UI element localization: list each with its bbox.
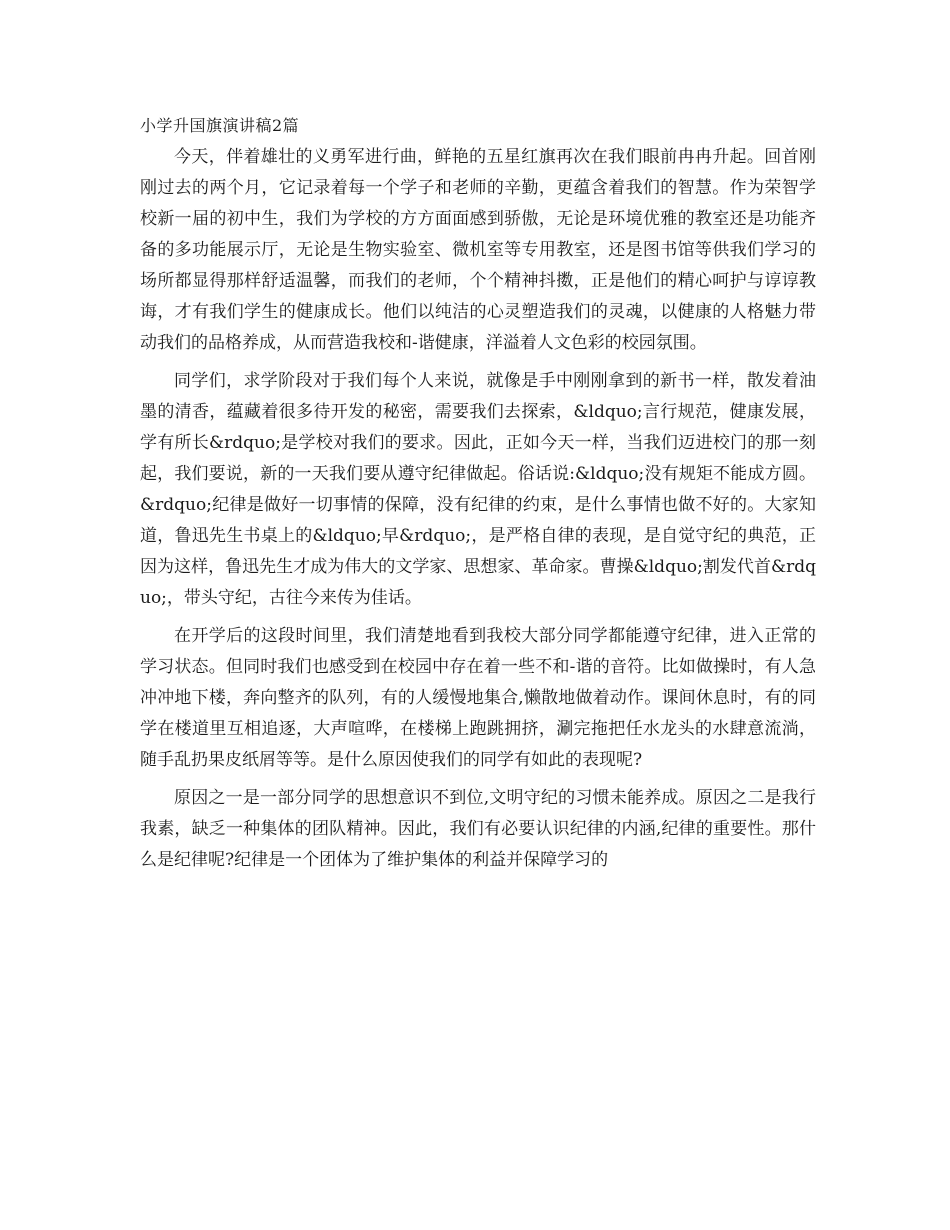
paragraph-4: 原因之一是一部分同学的思想意识不到位,文明守纪的习惯未能养成。原因之二是我行我素，缺乏一种集体的团队精神。因此，我们有必要认识纪律的内涵,纪律的重要性。那什么是纪律呢?纪律是一个团体为了维护集体的利益并保障学习的	[140, 788, 816, 870]
paragraph-2: 同学们，求学阶段对于我们每个人来说，就像是手中刚刚拿到的新书一样，散发着油墨的清香，蕴藏着很多待开发的秘密，需要我们去探索，&ldquo;言行规范，健康发展，学有所长&rdquo;是学校对我们的要求。因此，正如今天一样，当我们迈进校门的那一刻起，我们要说，新的一天我们要从遵守纪律做起。俗话说:&ldquo;没有规矩不能成方圆。&rdquo;纪律是做好一切事情的保障，没有纪律的约束，是什么事情也做不好的。大家知道，鲁迅先生书桌上的&ldquo;早&rdquo;，是严格自律的表现，是自觉守纪的典范，正因为这样，鲁迅先生才成为伟大的文学家、思想家、革命家。曹操&ldquo;割发代首&rdquo;，带头守纪，古往今来传为佳话。	[140, 371, 816, 608]
paragraph-1: 今天，伴着雄壮的义勇军进行曲，鲜艳的五星红旗再次在我们眼前冉冉升起。回首刚刚过去的两个月，它记录着每一个学子和老师的辛勤，更蕴含着我们的智慧。作为荣智学校新一届的初中生，我们为学校的方方面面感到骄傲，无论是环境优雅的教室还是功能齐备的多功能展示厅，无论是生物实验室、微机室等专用教室，还是图书馆等供我们学习的场所都显得那样舒适温馨，而我们的老师，个个精神抖擞，正是他们的精心呵护与谆谆教诲，才有我们学生的健康成长。他们以纯洁的心灵塑造我们的灵魂，以健康的人格魅力带动我们的品格养成，从而营造我校和-谐健康，洋溢着人文色彩的校园氛围。	[140, 147, 816, 353]
paragraph-3: 在开学后的这段时间里，我们清楚地看到我校大部分同学都能遵守纪律，进入正常的学习状态。但同时我们也感受到在校园中存在着一些不和-谐的音符。比如做操时，有人急冲冲地下楼，奔向整齐的队列，有的人缓慢地集合,懒散地做着动作。课间休息时，有的同学在楼道里互相追逐，大声喧哗，在楼梯上跑跳拥挤，涮完拖把任水龙头的水肆意流淌，随手乱扔果皮纸屑等等。是什么原因使我们的同学有如此的表现呢?	[140, 626, 816, 770]
document-title: 小学升国旗演讲稿2篇	[140, 116, 300, 135]
document-page	[140, 110, 816, 883]
